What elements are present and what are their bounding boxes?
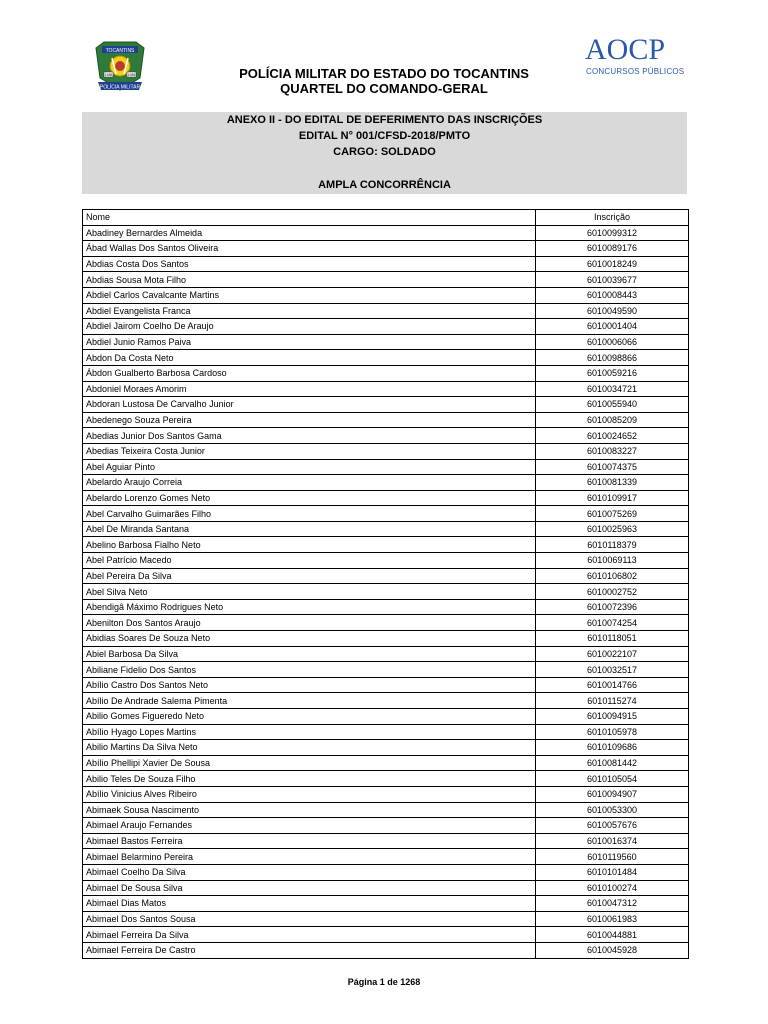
candidate-name: Abimael Dias Matos: [83, 896, 536, 912]
candidate-name: Abimael Belarmino Pereira: [83, 849, 536, 865]
candidate-name: Abimael Ferreira De Castro: [83, 942, 536, 958]
table-row: [83, 490, 689, 506]
aocp-logo-main: AOCP: [585, 33, 666, 66]
table-row: [83, 287, 689, 303]
candidate-inscricao: 6010085209: [536, 412, 689, 428]
table-row: [83, 896, 689, 912]
institution-subtitle: QUARTEL DO COMANDO-GERAL: [280, 81, 488, 96]
candidate-inscricao: 6010105054: [536, 771, 689, 787]
candidate-inscricao: 6010025963: [536, 521, 689, 537]
institution-title: POLÍCIA MILITAR DO ESTADO DO TOCANTINS: [239, 66, 529, 81]
cargo-label: CARGO: SOLDADO: [333, 146, 436, 158]
table-row: [83, 506, 689, 522]
candidate-name: Abimael Bastos Ferreira: [83, 833, 536, 849]
candidate-name: Abel De Miranda Santana: [83, 521, 536, 537]
candidate-name: Abdiel Jairom Coelho De Araujo: [83, 319, 536, 335]
candidate-inscricao: 6010098866: [536, 350, 689, 366]
table-row: [83, 942, 689, 958]
candidate-inscricao: 6010049590: [536, 303, 689, 319]
table-row: [83, 584, 689, 600]
table-row: [83, 443, 689, 459]
candidate-name: Ábdon Gualberto Barbosa Cardoso: [83, 365, 536, 381]
candidate-name: Abelardo Lorenzo Gomes Neto: [83, 490, 536, 506]
candidate-inscricao: 6010016374: [536, 833, 689, 849]
candidate-name: Abilio Teles De Souza Filho: [83, 771, 536, 787]
table-row: [83, 631, 689, 647]
table-row: [83, 740, 689, 756]
table-row: [83, 880, 689, 896]
page-number: Página 1 de 1268: [347, 977, 421, 987]
candidate-name: Abidias Soares De Souza Neto: [83, 631, 536, 647]
candidate-name: Abimael Dos Santos Sousa: [83, 911, 536, 927]
table-row: [83, 365, 689, 381]
candidate-name: Abedias Teixeira Costa Junior: [83, 443, 536, 459]
candidate-name: Abelardo Araujo Correia: [83, 475, 536, 491]
table-header-row: [83, 210, 689, 226]
candidate-name: Abimael Ferreira Da Silva: [83, 927, 536, 943]
annex-title: ANEXO II - DO EDITAL DE DEFERIMENTO DAS INSCRIÇÕES: [226, 114, 543, 126]
candidate-inscricao: 6010109686: [536, 740, 689, 756]
table-row: [83, 693, 689, 709]
table-row: [83, 397, 689, 413]
candidate-name: Abimael De Sousa Silva: [83, 880, 536, 896]
candidate-name: Abílio Castro Dos Santos Neto: [83, 677, 536, 693]
candidate-inscricao: 6010094907: [536, 786, 689, 802]
candidate-name: Abelino Barbosa Fialho Neto: [83, 537, 536, 553]
table-row: [83, 818, 689, 834]
candidate-inscricao: 6010118051: [536, 631, 689, 647]
candidate-name: Abdoran Lustosa De Carvalho Junior: [83, 397, 536, 413]
candidate-name: Abiel Barbosa Da Silva: [83, 646, 536, 662]
table-row: [83, 646, 689, 662]
table-row: [83, 677, 689, 693]
table-row: [83, 381, 689, 397]
candidate-name: Abenilton Dos Santos Araujo: [83, 615, 536, 631]
candidate-name: Abimaek Sousa Nascimento: [83, 802, 536, 818]
candidate-inscricao: 6010022107: [536, 646, 689, 662]
candidate-name: Abílio Hyago Lopes Martins: [83, 724, 536, 740]
candidate-inscricao: 6010061983: [536, 911, 689, 927]
candidate-inscricao: 6010083227: [536, 443, 689, 459]
candidate-inscricao: 6010057676: [536, 818, 689, 834]
candidate-inscricao: 6010094915: [536, 709, 689, 725]
candidate-name: Abilio Martins Da Silva Neto: [83, 740, 536, 756]
table-row: [83, 771, 689, 787]
candidate-name: Abel Carvalho Guimarães Filho: [83, 506, 536, 522]
candidate-inscricao: 6010053300: [536, 802, 689, 818]
table-row: [83, 303, 689, 319]
candidate-name: Abadiney Bernardes Almeida: [83, 225, 536, 241]
candidate-inscricao: 6010034721: [536, 381, 689, 397]
candidate-name: Abílio Phellipi Xavier De Sousa: [83, 755, 536, 771]
candidate-inscricao: 6010055940: [536, 397, 689, 413]
table-row: [83, 568, 689, 584]
candidate-inscricao: 6010032517: [536, 662, 689, 678]
table-row: [83, 615, 689, 631]
svg-text:POLÍCIA MILITAR: POLÍCIA MILITAR: [99, 84, 141, 91]
candidate-inscricao: 6010002752: [536, 584, 689, 600]
table-row: [83, 802, 689, 818]
candidate-inscricao: 6010089176: [536, 241, 689, 257]
candidate-name: Abdoniel Moraes Amorim: [83, 381, 536, 397]
candidate-inscricao: 6010014766: [536, 677, 689, 693]
candidate-name: Abdias Sousa Mota Filho: [83, 272, 536, 288]
svg-text:TOCANTINS: TOCANTINS: [105, 47, 135, 54]
edital-number: EDITAL N° 001/CFSD-2018/PMTO: [298, 130, 471, 142]
candidate-inscricao: 6010099312: [536, 225, 689, 241]
candidate-name: Ábad Wallas Dos Santos Oliveira: [83, 241, 536, 257]
candidate-inscricao: 6010081339: [536, 475, 689, 491]
candidate-name: Abdiel Junio Ramos Paiva: [83, 334, 536, 350]
table-row: [83, 864, 689, 880]
candidate-name: Abílio De Andrade Salema Pimenta: [83, 693, 536, 709]
table-row: [83, 428, 689, 444]
table-row: [83, 833, 689, 849]
candidate-inscricao: 6010101484: [536, 864, 689, 880]
candidate-inscricao: 6010074375: [536, 459, 689, 475]
candidate-name: Abdias Costa Dos Santos: [83, 256, 536, 272]
candidate-inscricao: 6010008443: [536, 287, 689, 303]
candidate-name: Abimael Coelho Da Silva: [83, 864, 536, 880]
candidate-inscricao: 6010001404: [536, 319, 689, 335]
table-row: [83, 927, 689, 943]
table-row: [83, 225, 689, 241]
candidate-name: Abdiel Evangelista Franca: [83, 303, 536, 319]
table-row: [83, 412, 689, 428]
candidate-inscricao: 6010059216: [536, 365, 689, 381]
table-row: [83, 786, 689, 802]
table-row: [83, 459, 689, 475]
table-row: [83, 553, 689, 569]
candidate-inscricao: 6010115274: [536, 693, 689, 709]
candidate-name: Abdon Da Costa Neto: [83, 350, 536, 366]
table-row: [83, 475, 689, 491]
svg-text:1989: 1989: [127, 73, 136, 77]
competition-type: AMPLA CONCORRÊNCIA: [318, 179, 451, 191]
table-row: [83, 911, 689, 927]
candidates-table: [82, 209, 689, 959]
table-row: [83, 256, 689, 272]
candidate-inscricao: 6010100274: [536, 880, 689, 896]
candidate-name: Abel Pereira Da Silva: [83, 568, 536, 584]
candidate-inscricao: 6010018249: [536, 256, 689, 272]
candidate-name: Abílio Vinicius Alves Ribeiro: [83, 786, 536, 802]
candidate-inscricao: 6010039677: [536, 272, 689, 288]
table-row: [83, 662, 689, 678]
candidate-inscricao: 6010119560: [536, 849, 689, 865]
candidate-name: Abel Aguiar Pinto: [83, 459, 536, 475]
table-row: [83, 724, 689, 740]
candidate-inscricao: 6010118379: [536, 537, 689, 553]
candidate-inscricao: 6010047312: [536, 896, 689, 912]
edital-header-box: [82, 112, 687, 194]
table-row: [83, 241, 689, 257]
candidate-name: Abel Silva Neto: [83, 584, 536, 600]
candidate-inscricao: 6010074254: [536, 615, 689, 631]
candidate-inscricao: 6010044881: [536, 927, 689, 943]
candidate-name: Abdiel Carlos Cavalcante Martins: [83, 287, 536, 303]
candidate-inscricao: 6010081442: [536, 755, 689, 771]
candidate-inscricao: 6010072396: [536, 599, 689, 615]
candidate-inscricao: 6010106802: [536, 568, 689, 584]
table-row: [83, 755, 689, 771]
candidate-name: Abedenego Souza Pereira: [83, 412, 536, 428]
table-row: [83, 521, 689, 537]
candidate-inscricao: 6010024652: [536, 428, 689, 444]
table-row: [83, 350, 689, 366]
candidate-inscricao: 6010105978: [536, 724, 689, 740]
table-row: [83, 709, 689, 725]
table-row: [83, 849, 689, 865]
table-row: [83, 319, 689, 335]
column-header-inscricao: Inscrição: [536, 210, 689, 226]
candidate-inscricao: 6010075269: [536, 506, 689, 522]
candidate-inscricao: 6010109917: [536, 490, 689, 506]
candidate-name: Abilio Gomes Figueredo Neto: [83, 709, 536, 725]
candidate-name: Abel Patrício Macedo: [83, 553, 536, 569]
candidate-name: Abimael Araujo Fernandes: [83, 818, 536, 834]
candidate-inscricao: 6010045928: [536, 942, 689, 958]
candidate-inscricao: 6010006066: [536, 334, 689, 350]
candidate-inscricao: 6010069113: [536, 553, 689, 569]
candidate-name: Abiliane Fidelio Dos Santos: [83, 662, 536, 678]
table-row: [83, 599, 689, 615]
table-row: [83, 334, 689, 350]
table-row: [83, 272, 689, 288]
table-row: [83, 537, 689, 553]
candidate-name: Abendigâ Máximo Rodrigues Neto: [83, 599, 536, 615]
aocp-logo-sub: CONCURSOS PÚBLICOS: [586, 67, 685, 76]
svg-text:1988: 1988: [104, 73, 113, 77]
candidate-name: Abedias Junior Dos Santos Gama: [83, 428, 536, 444]
column-header-nome: Nome: [83, 210, 536, 226]
